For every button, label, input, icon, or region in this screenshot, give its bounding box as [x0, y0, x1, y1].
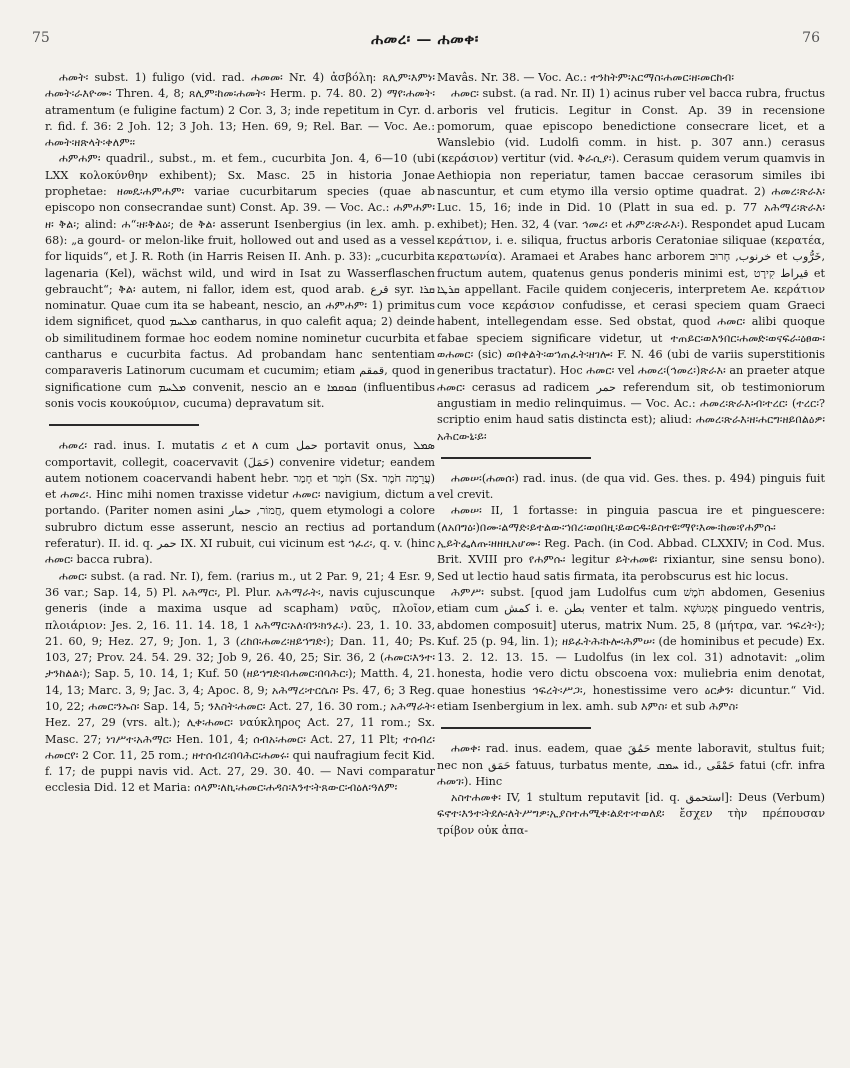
entry-hamasa-verb: ሐመሠ፡ II, 1 fortasse: in pinguia pascua ire et pinguescere: (ለአበግዕ፡)በሙ፡ልማድ፡ይተልው፡ኀበረ፡ወዐበዚ፡ይወርዱ፡ይስተዩ፡ማየ፡እሙ፡ከመ፡የሐምሱ፡ኢይትፌለጡ፡ዘዘዚአሆሙ፡ Reg. Pach. (in Cod. Abbad. CLXXIV; in Cod. Mus. Brit. XVIII pro የሐምሱ፡ legitur ይትሐመዩ፡ rixiantur, sine sensu bono). Sed ut lectio haud satis firmata, ita perobscurus est hic locus.	[437, 504, 825, 583]
entry-hamasa-root: ሐመሠ፡(ሐመሰ፡) rad. inus. (de qua vid. Ges. thes. p. 494) pinguis fuit vel crevit.	[437, 471, 825, 502]
entry-hamar-navis: ሐመር፡ subst. (a rad. Nr. I), fem. (rarius m., ut 2 Par. 9, 21; 4 Esr. 9, 36 var.; Sap. 14, 5) Pl. አሕማር፡, Pl. Plur. አሕማራት፡, navis cujuscunque generis (inde a maxima usque ad scapham) ναῦς, πλοῖον, πλοιάριον: Jes. 2, 16. 11. 14. 18, 1 አሕማር፡አለ፡በን፡ክንፈ፡). 23, 1. 10. 33, 21. 60, 9; Hez. 27, 9; Jon. 1, 3 (ረከበ፡ሐመረ፡ዘይኀግድ፡); Dan. 11, 40; Ps. 103, 27; Prov. 24. 54. 29. 32; Job 9, 26. 40, 25; Sir. 36, 2 (ሐመር፡እንተ፡ታንከልል፡); Sap. 5, 10. 14, 1; Kuf. 50 (ዘይኀግድ፡በሐመር፡በባሕር፡); Matth. 4, 21. 14, 13; Marc. 3, 9; Jac. 3, 4; Apoc. 8, 9; አሕማረ፡ተርሴስ፡ Ps. 47, 6; 3 Reg. 10, 22; ሐመር፡ንኡስ፡ Sap. 14, 5; ንእስት፡ሐመር፡ Act. 27, 16. 30 rom.; አሕማራት፡ Hez. 27, 29 (vrs. alt.); ሊቀ፡ሐመር፡ ναύκληρος Act. 27, 11 rom.; Sx. Masc. 27; ነገሥተ፡አሕማር፡ Hen. 101, 4; ሰብአ፡ሐመር፡ Act. 27, 11 Plt; ተሰብረ፡ሐመርየ፡ 2 Cor. 11, 25 rom.; ዘተሰብረ፡በባሕር፡ሐመሩ፡ qui naufragium fecit Kid. f. 17; de puppi navis vid. Act. 27, 29. 30. 40. — Navi comparatur ecclesia Did. 12 et Maria: ሰላም፡ለኪ፡ሐመር፡ሐዳስ፡እንተ፡ትጸውር፡ብዕለ፡ዓለም፡	[45, 569, 435, 795]
running-head	[0, 30, 850, 54]
left-column	[45, 70, 435, 1060]
entry-hamham: ሐምሐም፡ quadril., subst., m. et fem., cucurbita Jon. 4, 6—10 (ubi LXX κολοκύνθην exhibent); Sx. Masc. 25 in historia Jonae prophetae: ዘመዴ፡ሐምሐም፡ variae cucurbitarum species (quae ab episcopo non consecrandae sunt) Const. Ap. 39. — Voc. Ac.: ሐምሐም፡ዘ፡ ቅል፡; alind: ሐ“፡ዘ፡ቅልዕ፡; de ቅል፡ asserunt Isenbergius (in lex. amh. p. 68): „a gourd- or melon-like fruit, hollowed out and used as a vessel for liquids“, et J. R. Roth (in Harris Reisen II. Anh. p. 33): „cucurbita lagenaria (Kel), wächst wild, und wird in Isat zu Wasserflaschen gebraucht“; ቅል፡ autem, ni fallor, idem est, quod arab. قرع syr. ܩܪܐ nominatur. Quae cum ita se habeant, nescio, an ሐምሐም፡ 1) primitus idem significet, quod ܡܠܚܡ cantharus, in quo calefit aqua; 2) deinde ob similitudinem formae hoc eodem nomine nominetur cucurbita et cantharus e cucurbita factus. Ad probandam hanc sententiam comparaveris Latinorum cucumam et cucumim; etiam قمقم, quod in significatione cum ܡܠܚܡ convenit, nescio an e ܩܘܩܡܐ (influentibus sonis vocis κουκούμιον, cucuma) depravatum sit.	[45, 152, 435, 410]
entry-hamaqa-root: ሐመቀ፡ rad. inus. eadem, quae حَمُقَ mente laboravit, stultus fuit; nec non حَمَق fatuus, turbatus mente, ܚܡܩ id., حَمْقَى fatui (cfr. infra ሐመገ፡). Hinc	[437, 742, 825, 788]
page-headword-range: ሐመረ፡ — ሐመቀ፡	[371, 30, 479, 48]
section-divider	[441, 727, 591, 729]
entry-hamara-root: ሐመረ፡ rad. inus. I. mutatis ረ et ለ cum حمل portavit onus, ܣܡܠ comportavit, collegit, coacervavit (حَمَلَ) convenire videtur; eandem autem notionem coacervandi habent hebr. חָמַר et חֹמֶר (Sx. עֲרֵמָה חֹמֶר) et ሐመረ፡. Hinc mihi nomen traxisse videtur ሐመር፡ navigium, dictum a portando. (Pariter nomen asini חֲמוֹר, حمار, quem etymologi a colore subrubro dictum esse asserunt, nescio an rectius ad portandum referatur). II. id. q. حمر IX. XI rubuit, cui vicinum est ኀፈረ፡, q. v. (hinc ሐመር፡ bacca rubra).	[45, 439, 435, 567]
entry-hamat: ሐመት፡ subst. 1) fuligo (vid. rad. ሐመመ፡ Nr. 4) ἀσβόλη: ጸሊም፡እምነ፡ሐመት፡ራእዮሙ፡ Thren. 4, 8; ጸሊም፡ከመ፡ሐመት፡ Herm. p. 74. 80. 2) ማየ፡ሐመት፡ atramentum (e fuligine factum) 2 Cor. 3, 3; inde repetitum in Cyr. d. r. fid. f. 36: 2 Joh. 12; 3 Joh. 13; Hen. 69, 9; Rel. Bar. — Voc. Ae.: ሐመት፡ዘጽላት፡ቀለም፡፡	[45, 71, 435, 150]
section-divider	[441, 457, 591, 459]
entry-hamar-bacca: ሐመር፡ subst. (a rad. Nr. II) 1) acinus ruber vel bacca rubra, fructus arboris vel fruticis. Legitur in Const. Ap. 39 in recensione pomorum, quae episcopo benedictione consecrare licet, et a Wanslebio (vid. Ludolfi comm. in hist. p. 307 ann.) cerasus (κεράσιον) vertitur (vid. ቅራሲያ፡). Cerasum quidem verum quamvis in Aethiopia non reperiatur, tamen baccae cerasorum similes ibi nascuntur, et cum etymo illa versio optime quadrat. 2) ሐመረ፡ጽራእ፡ Luc. 15, 16; inde in Did. 10 (Platt in sua ed. p. 77 አሕማረ፡ጽራእ፡ exhibet); Hen. 32, 4 (var. ኅመረ፡ et ሐምረ፡ጽራእ፡). Respondet apud Lucam κεράτιον, i. e. siliqua, fructus arboris Ceratoniae siliquae (κερατέα, κερατωνία). Aramaei et Arabes hanc arborem خرنوب, חָרוּב et خَرُّوب, fructum autem, quatenus genus ponderis minimi est, قيراط קִירָט et ܩܪܛܐ appellant. Facile quidem conjeceris, interpretem Ae. κεράτιον cum voce κεράσιον confudisse, et cerasi speciem quam Graeci habent, intellegendam esse. Sed obstat, quod ሐመር፡ alibi quoque fabae speciem significare videtur, ut ተጠይር፡ወእንበር፡ሐመድ፡ወናፍራ፡ዕፀው፡ ወሐመር፡ (sic) ወበቀልት፡ወኀጠፈት፡ዘገሎ፡ F. N. 46 (ubi de variis superstitionis generibus tractatur). Hoc ሐመር፡ vel ሐመረ፡(ኅመረ፡)ጽራእ፡ an praeter atque ሐመር፡ cerasus ad radicem حمر referendum sit, ob testimoniorum angustiam in medio relinquimus. — Voc. Ac.: ሐመረ፡ጽራእ፡ብ፡ተረር፡ (ተረር፡? scriptio enim haud satis distincta est); aliud: ሐመረ፡ጽራእ፡ዘ፡ሐርግ፡ዘይበልዕዎ፡አሕርውኒ፡ይ፡	[437, 87, 825, 443]
entry-continuation: Mavâs. Nr. 38. — Voc. Ac.: ተንከትም፡አርማስ፡ሐመር፡ዘ፡መርከብ፡	[437, 71, 735, 84]
entry-hems: ሕምሥ፡ subst. [quod jam Ludolfus cum חֹמֶשׁ abdomen, Gesenius etiam cum كمش i. e. بطن venter et talm. אַמְגוּשָׁא pinguedo ventris, abdomen composuit] uterus, matrix Num. 25, 8 (μήτρα, var. ኅፍረት፡); Kuf. 25 (p. 94, lin. 1); ዘይፈትሕ፡ኩሎ፡ሕምሠ፡ (de hominibus et pecude) Ex. 13. 2. 12. 13. 15. — Ludolfus (in lex col. 31) adnotavit: „olim honesta, hodie vero dictu obscoena vox: muliebria enim denotat, quae honestius ኅፍረት፡ሥጋ፡, honestissime vero ዕርቃን፡ dicuntur.“ Vid. etiam Isenbergium in lex. amh. sub እምስ፡ et sub ሕምስ፡	[437, 585, 825, 713]
entry-astahamaqa: አስተሐመቀ፡ IV, 1 stultum reputavit [id. q. استحمق]: Deus (Verbum) ፍኖተ፡እንተ፡ትደሉ፡ለትሥግዎ፡ኢያስተሐሚቀ፡ልደተ፡ተወለደ፡ ἔσχεν τὴν πρέπουσαν τρίβον οὐκ ἀπα-	[437, 791, 825, 837]
page-number-left: 75	[32, 30, 50, 46]
section-divider	[49, 424, 199, 426]
right-column	[437, 70, 825, 1060]
page-number-right: 76	[802, 30, 820, 46]
